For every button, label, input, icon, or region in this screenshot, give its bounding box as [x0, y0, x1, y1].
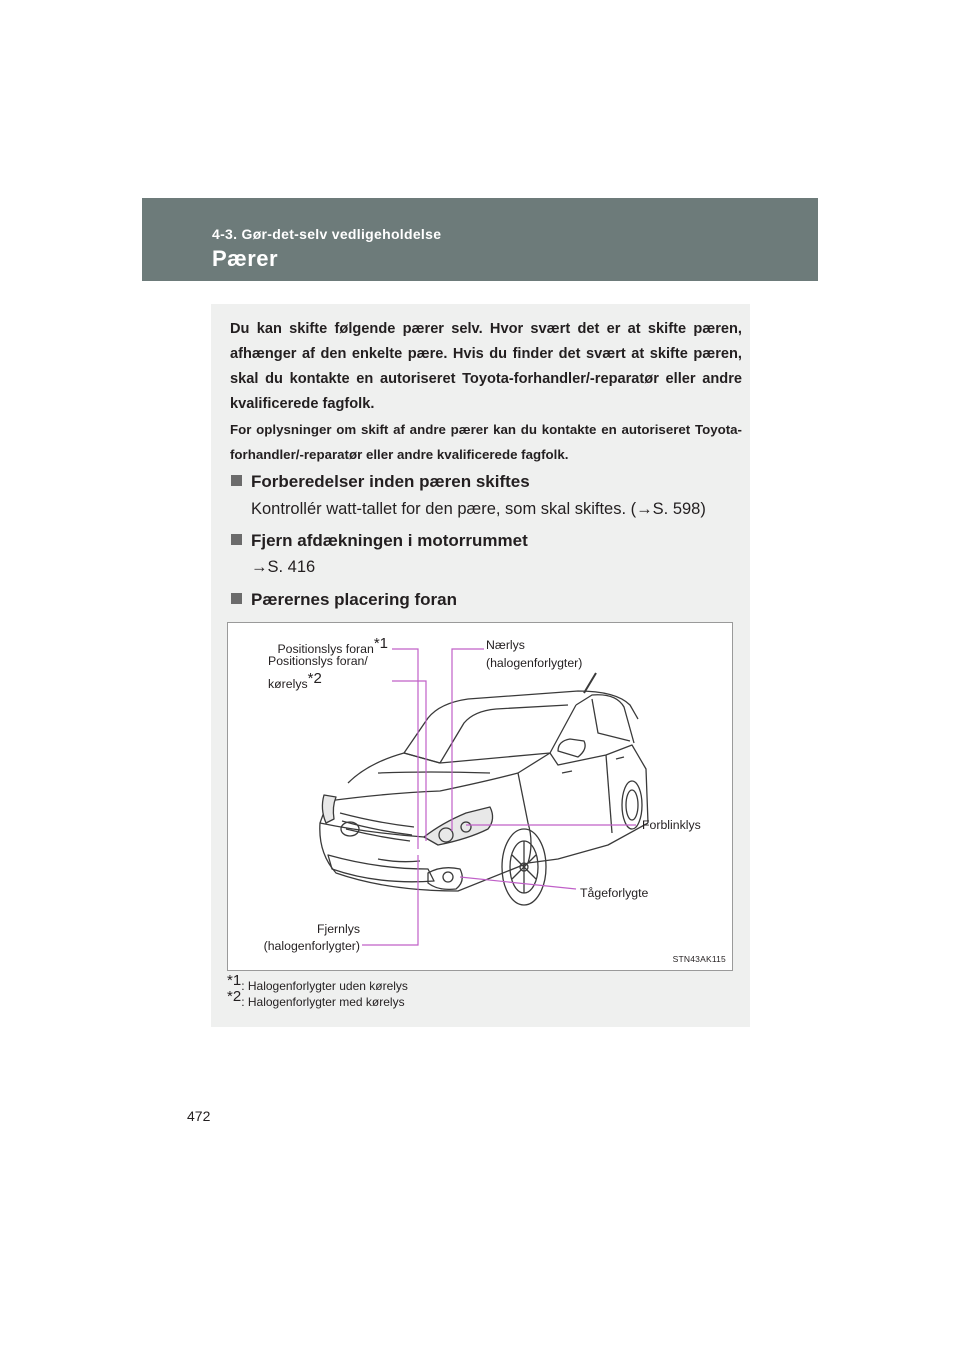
bulb-location-figure: [227, 622, 733, 971]
label-low-beam: Nærlys: [486, 638, 525, 652]
bullet-square-icon: [231, 593, 242, 604]
section-body-preparation: Kontrollér watt-tallet for den pære, som skal skiftes. (→S. 598): [251, 500, 706, 518]
label-high-beam-type: (halogenforlygter): [263, 939, 360, 953]
content-box: [211, 304, 750, 1027]
section-title-cover: Fjern afdækningen i motorrummet: [231, 531, 528, 551]
section-body-cover: →S. 416: [251, 558, 316, 576]
label-high-beam: Fjernlys: [316, 922, 360, 936]
label-position-front: Positionslys foran$^{*1}$: [277, 635, 388, 657]
section-label: 4-3. Gør-det-selv vedligeholdelse: [212, 226, 442, 242]
footnote-1: $^{*1}$: Halogenforlygter uden kørelys: [227, 972, 408, 993]
bullet-square-icon: [231, 475, 242, 486]
section-title-locations: Pærernes placering foran: [231, 590, 457, 610]
label-low-beam-type: (halogenforlygter): [486, 656, 583, 670]
page-title: Pærer: [212, 246, 279, 271]
label-position-front-drl-2: kørelys$^{*2}$: [268, 670, 322, 692]
footnote-2: $^{*2}$: Halogenforlygter med kørelys: [227, 988, 405, 1009]
section-title-preparation: Forberedelser inden pæren skiftes: [231, 472, 530, 492]
chapter-header: [142, 198, 818, 281]
page-number: 472: [187, 1108, 211, 1124]
label-turn-signal: Forblinklys: [642, 818, 701, 832]
label-position-front-drl: Positionslys foran/: [268, 654, 368, 668]
note-paragraph: For oplysninger om skift af andre pærer kan du kontakte en autoriseret Toyota-forhandler/-reparatør eller andre kvalificerede fagfolk.: [230, 422, 742, 462]
label-fog-light: Tågeforlygte: [580, 886, 649, 900]
figure-code: STN43AK115: [672, 954, 726, 964]
intro-paragraph: Du kan skifte følgende pærer selv. Hvor svært det er at skifte pæren, afhænger af den enkelte pære. Hvis du finder det svært at skifte pæren, skal du kontakte en autoriseret Toyota-forhandler/-reparatør eller andre kvalificerede fagfolk.: [230, 321, 742, 412]
bullet-square-icon: [231, 534, 242, 545]
